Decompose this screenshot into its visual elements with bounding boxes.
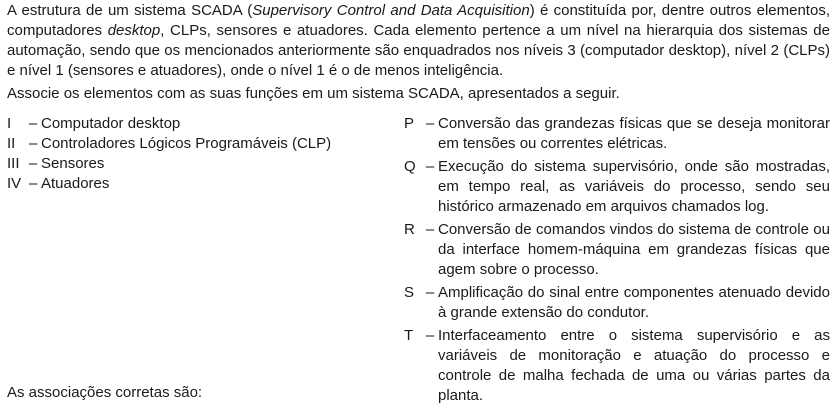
element-item bbox=[7, 134, 387, 154]
element-item bbox=[7, 154, 387, 174]
element-key: IV bbox=[7, 175, 22, 192]
function-key: P bbox=[404, 115, 415, 132]
function-key: T bbox=[404, 327, 414, 344]
function-key: R bbox=[404, 221, 415, 238]
element-text: Atuadores bbox=[41, 175, 110, 192]
dash: – bbox=[425, 115, 435, 132]
dash: – bbox=[28, 135, 38, 152]
element-item bbox=[7, 174, 387, 194]
intro-italic-scada: Supervisory Control and Data Acquisition bbox=[252, 2, 530, 19]
function-item bbox=[404, 114, 830, 154]
dash: – bbox=[425, 284, 435, 301]
intro-paragraph bbox=[7, 1, 830, 81]
dash: – bbox=[425, 327, 435, 344]
intro-text-1: A estrutura de um sistema SCADA ( bbox=[7, 2, 253, 19]
function-text: Amplificação do sinal entre componentes atenuado devido à grande extensão do condutor. bbox=[438, 284, 830, 321]
element-item bbox=[7, 114, 387, 134]
element-text: Sensores bbox=[41, 155, 105, 172]
element-text: Computador desktop bbox=[41, 115, 181, 132]
function-item bbox=[404, 157, 830, 217]
intro-italic-desktop: desktop bbox=[107, 22, 161, 39]
function-text: Execução do sistema supervisório, onde são mostradas, em tempo real, as variáveis do processo, sendo seu histórico armazenado em arquivos chamados log. bbox=[438, 158, 830, 215]
element-key: I bbox=[7, 115, 12, 132]
function-key: Q bbox=[404, 158, 416, 175]
dash: – bbox=[28, 175, 38, 192]
dash: – bbox=[425, 158, 435, 175]
functions-column bbox=[404, 114, 830, 409]
function-item bbox=[404, 220, 830, 280]
dash: – bbox=[28, 155, 38, 172]
element-key: II bbox=[7, 135, 16, 152]
intro-text-2: ) é constituída por, dentre outros elementos, computadores bbox=[7, 2, 830, 39]
question-prompt: Associe os elementos com as suas funções em um sistema SCADA, apresentados a seguir. bbox=[7, 85, 620, 102]
function-text: Conversão das grandezas físicas que se deseja monitorar em tensões ou correntes elétricas. bbox=[438, 115, 830, 152]
answer-prompt: As associações corretas são: bbox=[7, 384, 203, 401]
dash: – bbox=[425, 221, 435, 238]
function-item bbox=[404, 326, 830, 406]
function-item bbox=[404, 283, 830, 323]
elements-column bbox=[7, 114, 387, 194]
element-key: III bbox=[7, 155, 20, 172]
element-text: Controladores Lógicos Programáveis (CLP) bbox=[41, 135, 332, 152]
function-key: S bbox=[404, 284, 415, 301]
function-text: Conversão de comandos vindos do sistema de controle ou da interface homem-máquina em grandezas físicas que agem sobre o processo. bbox=[438, 221, 830, 278]
dash: – bbox=[28, 115, 38, 132]
function-text: Interfaceamento entre o sistema supervisório e as variáveis de monitoração e atuação do processo e controle de malha fechada de uma ou várias partes da planta. bbox=[438, 327, 830, 404]
intro-text-3: , CLPs, sensores e atuadores. Cada elemento pertence a um nível na hierarquia dos sistemas de automação, sendo que os mencionados anteriormente são enquadrados nos níveis 3 (computador desktop), nível 2 (CLPs) e nível 1 (sensores e atuadores), onde o nível 1 é o de menos inteligência. bbox=[7, 22, 830, 79]
